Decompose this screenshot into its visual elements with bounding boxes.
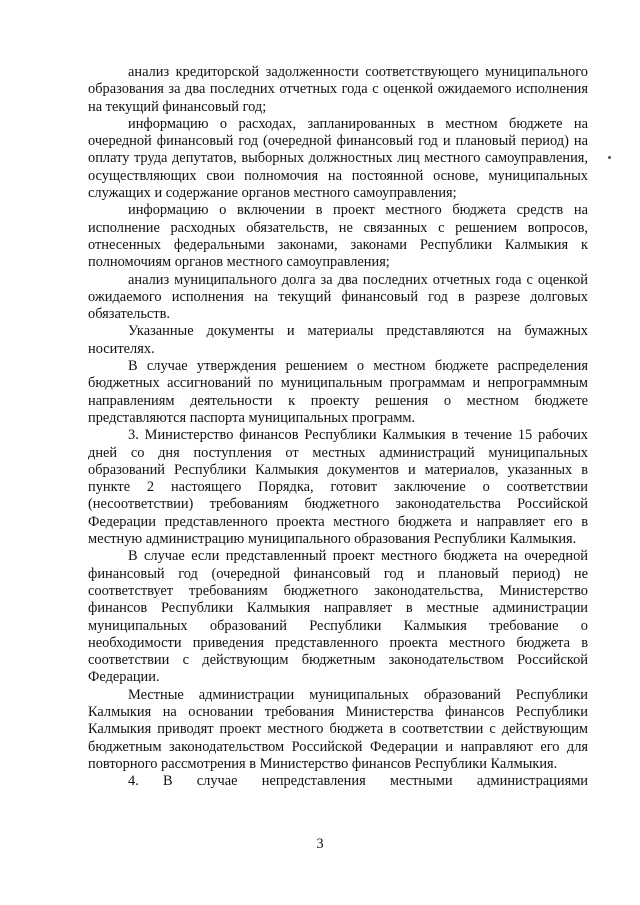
paragraph-item-4: 4. В случае непредставления местными администрациями bbox=[128, 773, 588, 790]
page-number: 3 bbox=[316, 836, 324, 852]
paragraph-item-3: 3. Министерство финансов Республики Калмыкия в течение 15 рабочих дней со дня поступления от местных администраций муниципальных образований Республики Калмыкия документов и материалов, указанных в пункте 2 настоящего Порядка, готовит заключение о соответствии (несоответствии) требованиям бюджетного законодательства Российской Федерации представленного проекта местного бюджета и направляет его в местную администрацию муниципального образования Республики Калмыкия. bbox=[88, 427, 588, 548]
paragraph-accounts-payable-analysis: анализ кредиторской задолженности соответствующего муниципального образования за два последних отчетных года с оценкой ожидаемого исполнения на текущий финансовый год; bbox=[88, 64, 588, 115]
paragraph-nonconformity: В случае если представленный проект местного бюджета на очередной финансовый год (очередной финансовый год и плановый период) не соответствует требованиям бюджетного законодательства, Министерство финансов Республики Калмыкия направляет в местные администрации муниципальных образований Республики Калмыкия требование о необходимости приведения представленного проекта местного бюджета в соответствии с действующим бюджетным законодательством Российской Федерации. bbox=[88, 548, 588, 686]
scan-artifact bbox=[608, 156, 611, 159]
paragraph-paper-media: Указанные документы и материалы представляются на бумажных носителях. bbox=[88, 323, 588, 357]
paragraph-expenses-info: информацию о расходах, запланированных в местном бюджете на очередной финансовый год (очередной финансовый год и плановый период) на оплату труда депутатов, выборных должностных лиц местного самоуправления, осуществляющих свои полномочия на постоянной основе, муниципальных служащих и содержание органов местного самоуправления; bbox=[88, 115, 588, 202]
paragraph-local-administrations: Местные администрации муниципальных образований Республики Калмыкия на основании требования Министерства финансов Республики Калмыкия приводят проект местного бюджета в соответствии с действующим бюджетным законодательством Российской Федерации и направляют его для повторного рассмотрения в Министерство финансов Республики Калмыкия. bbox=[88, 686, 588, 772]
document-body bbox=[88, 64, 588, 790]
paragraph-inclusion-info: информацию о включении в проект местного бюджета средств на исполнение расходных обязательств, не связанных с решением вопросов, отнесенных федеральными законами, законами Республики Калмыкия к полномочиям органов местного самоуправления; bbox=[88, 202, 588, 271]
paragraph-debt-analysis: анализ муниципального долга за два последних отчетных года с оценкой ожидаемого исполнения на текущий финансовый год в разрезе долговых обязательств. bbox=[88, 271, 588, 323]
paragraph-program-passports: В случае утверждения решением о местном бюджете распределения бюджетных ассигнований по муниципальным программам и непрограммным направлениям деятельности к проекту решения о местном бюджете представляются паспорта муниципальных программ. bbox=[88, 358, 588, 426]
